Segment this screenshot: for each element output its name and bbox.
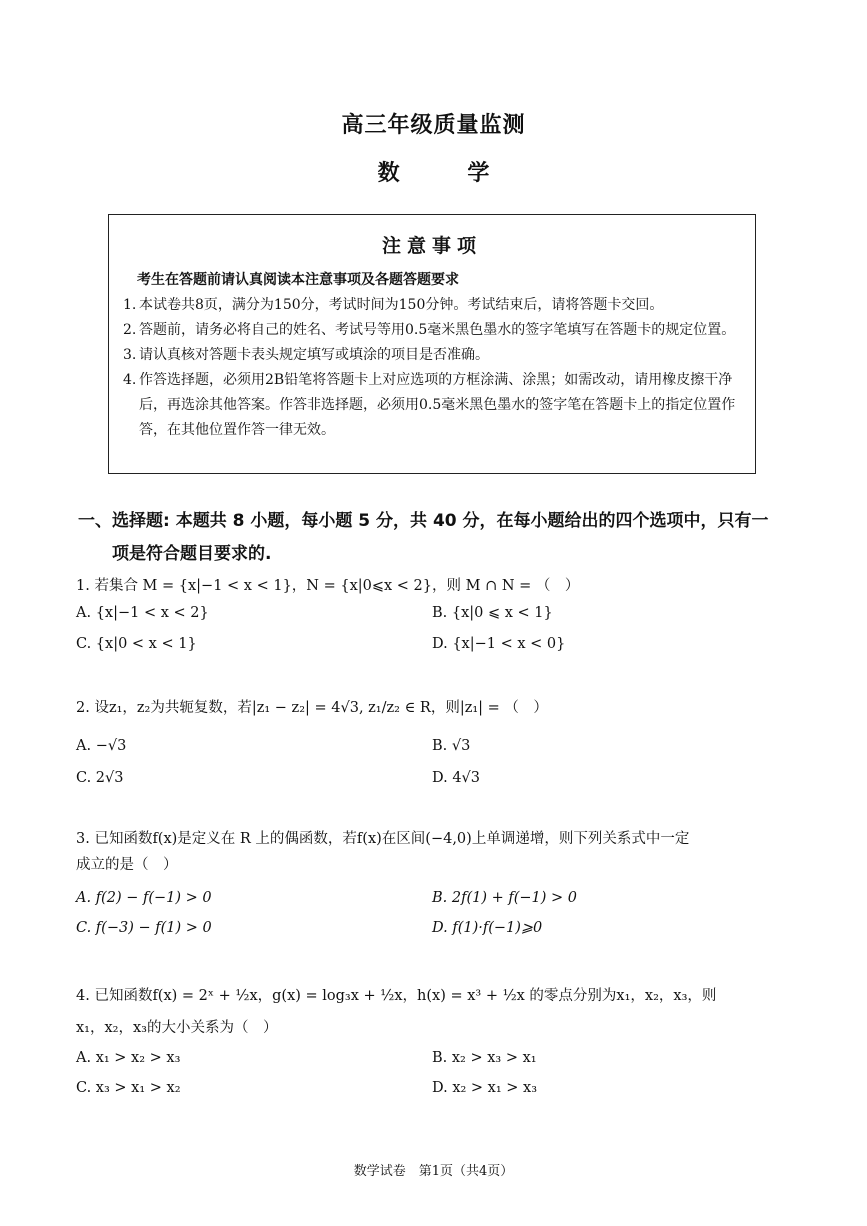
notice-item-text: 请认真核对答题卡表头规定填写或填涂的项目是否准确。 [139,347,489,363]
question-4-stem-line2: x₁，x₂，x₃的大小关系为（ ） [76,1020,278,1036]
question-4-stem [76,983,776,1041]
section-heading-line2: 项是符合题目要求的. [112,544,272,564]
subject-title: 数 学 [377,160,520,186]
question-3-option-d: D. f(1)·f(−1)⩾0 [432,920,543,936]
question-3-option-b: B. 2f(1) + f(−1) > 0 [432,890,578,906]
question-1-option-b: B. {x|0 ⩽ x < 1} [432,605,553,621]
notice-title: 注意事项 [381,235,482,257]
notice-list [123,293,745,443]
exam-title: 高三年级质量监测 [341,112,526,138]
question-1-option-d: D. {x|−1 < x < 0} [432,636,566,652]
question-3-stem-line2: 成立的是（ ） [76,857,178,873]
notice-item-text: 答题前，请务必将自己的姓名、考试号等用0.5毫米黑色墨水的签字笔填写在答题卡的规定位置。 [139,322,736,338]
section-heading [78,505,778,571]
question-2-option-a: A. −√3 [76,738,127,754]
question-2-option-c: C. 2√3 [76,770,124,786]
notice-box [108,214,756,474]
page-footer: 数学试卷 第1页（共4页） [353,1164,514,1179]
notice-item [123,368,745,443]
question-1-option-a: A. {x|−1 < x < 2} [76,605,209,621]
question-2-option-b: B. √3 [432,738,471,754]
question-4-option-b: B. x₂ > x₃ > x₁ [432,1050,537,1066]
question-4-option-a: A. x₁ > x₂ > x₃ [76,1050,181,1066]
question-3-option-c: C. f(−3) − f(1) > 0 [76,920,212,936]
notice-item-text: 作答选择题，必须用2B铅笔将答题卡上对应选项的方框涂满、涂黑；如需改动，请用橡皮擦干净后，再选涂其他答案。作答非选择题，必须用0.5毫米黑色墨水的签字笔在答题卡上的指定位置作答，在其他位置作答一律无效。 [139,372,736,438]
question-1-option-c: C. {x|0 < x < 1} [76,636,197,652]
notice-item [123,318,745,343]
question-1-stem: 1. 若集合 M = {x|−1 < x < 1}，N = {x|0⩽x < 2}，则 M ∩ N = （ ） [76,578,580,594]
question-2-stem: 2. 设z₁，z₂为共轭复数，若|z₁ − z₂| = 4√3, z₁/z₂ ∈ R，则|z₁| = （ ） [76,700,548,716]
notice-item-number: 2. [123,322,137,338]
question-2-option-d: D. 4√3 [432,770,481,786]
question-4-stem-line1: 4. 已知函数f(x) = 2ˣ + ½x，g(x) = log₃x + ½x，h(x) = x³ + ½x 的零点分别为x₁，x₂，x₃，则 [76,988,717,1004]
notice-item [123,343,745,368]
question-4-option-d: D. x₂ > x₁ > x₃ [432,1080,538,1096]
question-3-option-a: A. f(2) − f(−1) > 0 [76,890,212,906]
question-3-stem-line1: 3. 已知函数f(x)是定义在 R 上的偶函数，若f(x)在区间(−4,0)上单调递增，则下列关系式中一定 [76,831,690,847]
notice-item-number: 4. [123,372,137,388]
notice-item-number: 3. [123,347,137,363]
question-4-option-c: C. x₃ > x₁ > x₂ [76,1080,181,1096]
notice-item-text: 本试卷共8页，满分为150分，考试时间为150分钟。考试结束后，请将答题卡交回。 [139,297,664,313]
question-3-stem [76,826,776,878]
section-heading-line1: 一、选择题: 本题共 8 小题，每小题 5 分，共 40 分，在每小题给出的四个选项中，只有一 [78,511,769,531]
notice-item [123,293,745,318]
notice-item-number: 1. [123,297,137,313]
notice-subtitle: 考生在答题前请认真阅读本注意事项及各题答题要求 [137,272,459,288]
